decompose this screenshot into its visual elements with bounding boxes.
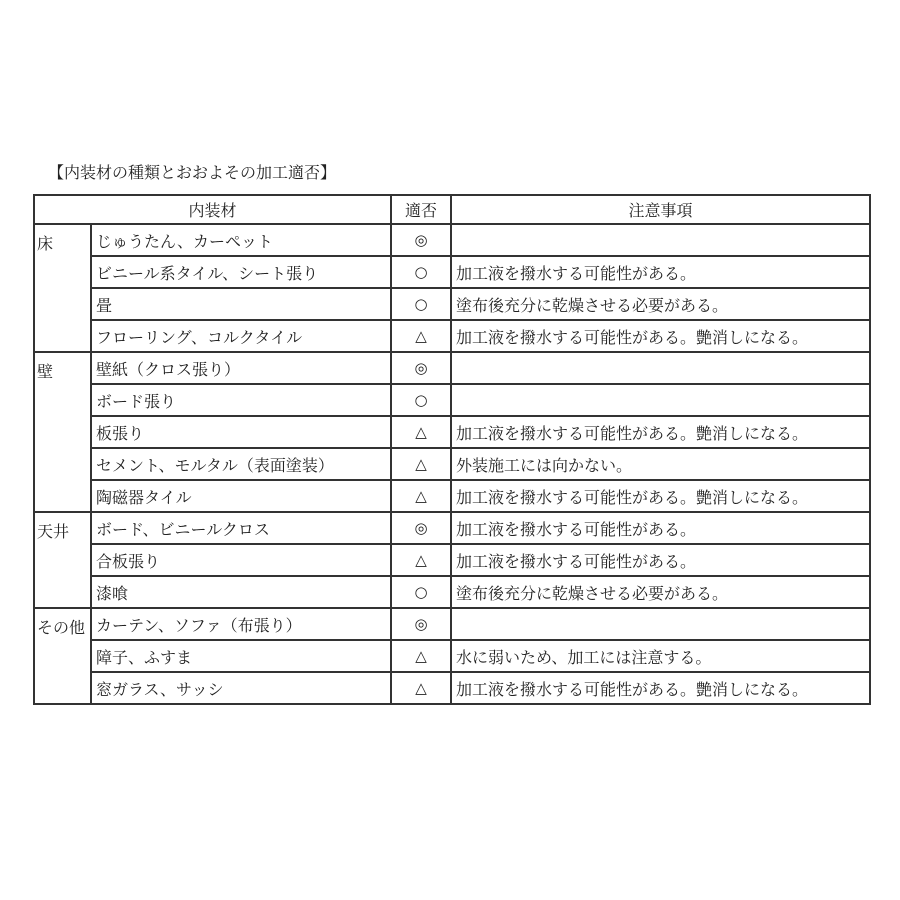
material-cell: 合板張り [91,544,391,576]
material-cell: 壁紙（クロス張り） [91,352,391,384]
table-row [34,672,870,704]
table-row [34,544,870,576]
material-cell: じゅうたん、カーペット [91,224,391,256]
table-row [34,640,870,672]
suitability-mark: △ [391,480,451,512]
table-row [34,320,870,352]
header-notes: 注意事項 [451,195,870,224]
note-cell: 加工液を撥水する可能性がある。 [451,544,870,576]
note-cell [451,608,870,640]
table-row [34,256,870,288]
note-cell: 加工液を撥水する可能性がある。艶消しになる。 [451,320,870,352]
header-material: 内装材 [34,195,391,224]
suitability-mark: △ [391,448,451,480]
suitability-mark: ○ [391,576,451,608]
suitability-mark: ○ [391,384,451,416]
material-cell: ボード、ビニールクロス [91,512,391,544]
table-row [34,576,870,608]
table-row [34,448,870,480]
suitability-mark: ◎ [391,512,451,544]
header-suitability: 適否 [391,195,451,224]
note-cell [451,224,870,256]
table-row [34,384,870,416]
suitability-mark: ◎ [391,352,451,384]
suitability-mark: △ [391,416,451,448]
table-title: 【内装材の種類とおおよその加工適否】 [48,163,337,182]
note-cell: 加工液を撥水する可能性がある。艶消しになる。 [451,480,870,512]
note-cell: 加工液を撥水する可能性がある。艶消しになる。 [451,672,870,704]
header-row [34,195,870,224]
material-cell: セメント、モルタル（表面塗装） [91,448,391,480]
suitability-mark: △ [391,672,451,704]
material-cell: 窓ガラス、サッシ [91,672,391,704]
note-cell: 塗布後充分に乾燥させる必要がある。 [451,576,870,608]
table-row [34,480,870,512]
suitability-mark: △ [391,320,451,352]
material-cell: ボード張り [91,384,391,416]
material-cell: 板張り [91,416,391,448]
suitability-mark: △ [391,544,451,576]
category-cell: 壁 [34,352,91,512]
table-row [34,512,870,544]
note-cell: 加工液を撥水する可能性がある。 [451,512,870,544]
suitability-mark: ◎ [391,224,451,256]
suitability-mark: ◎ [391,608,451,640]
note-cell: 加工液を撥水する可能性がある。艶消しになる。 [451,416,870,448]
category-cell: その他 [34,608,91,704]
note-cell [451,352,870,384]
suitability-mark: ○ [391,288,451,320]
material-cell: 漆喰 [91,576,391,608]
interior-materials-table [33,194,871,705]
table-row [34,416,870,448]
category-cell: 床 [34,224,91,352]
table-row [34,352,870,384]
note-cell: 外装施工には向かない。 [451,448,870,480]
suitability-mark: ○ [391,256,451,288]
table-row [34,224,870,256]
table-row [34,608,870,640]
material-cell: 畳 [91,288,391,320]
note-cell: 塗布後充分に乾燥させる必要がある。 [451,288,870,320]
material-cell: フローリング、コルクタイル [91,320,391,352]
note-cell [451,384,870,416]
material-cell: カーテン、ソファ（布張り） [91,608,391,640]
suitability-mark: △ [391,640,451,672]
note-cell: 加工液を撥水する可能性がある。 [451,256,870,288]
note-cell: 水に弱いため、加工には注意する。 [451,640,870,672]
material-cell: 障子、ふすま [91,640,391,672]
material-cell: ビニール系タイル、シート張り [91,256,391,288]
category-cell: 天井 [34,512,91,608]
table-row [34,288,870,320]
material-cell: 陶磁器タイル [91,480,391,512]
